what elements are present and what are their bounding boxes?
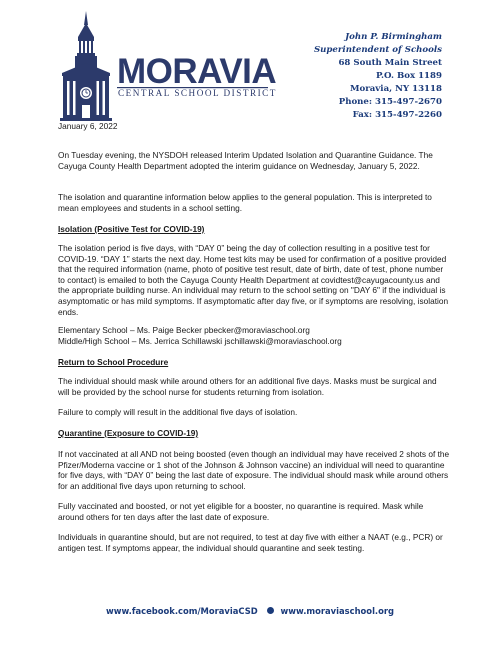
- nurse-elementary: Elementary School – Ms. Paige Becker pbecker@moraviaschool.org: [58, 325, 310, 335]
- intro-paragraph: On Tuesday evening, the NYSDOH released Interim Updated Isolation and Quarantine Guidance. The Cayuga County Health Department adopted the interim guidance on Wednesday, January 5, 2022.: [58, 150, 433, 171]
- return-heading: Return to School Procedure: [58, 357, 169, 367]
- quarantine-heading: Quarantine (Exposure to COVID-19): [58, 428, 199, 438]
- superintendent-name: John P. Birmingham: [345, 32, 442, 42]
- po-box: P.O. Box 1189: [375, 71, 442, 81]
- website-link[interactable]: www.moraviaschool.org: [280, 606, 394, 616]
- letter-date: January 6, 2022: [58, 121, 118, 131]
- applies-paragraph: The isolation and quarantine information below applies to the general population. This is interpreted to mean employees and students in a school setting.: [58, 192, 432, 213]
- facebook-link[interactable]: www.facebook.com/MoraviaCSD: [106, 606, 258, 616]
- street-address: 68 South Main Street: [338, 58, 442, 68]
- isolation-heading: Isolation (Positive Test for COVID-19): [58, 224, 205, 234]
- district-logo-subtitle: CENTRAL SCHOOL DISTRICT: [118, 88, 277, 98]
- fax-number: Fax: 315-497-2260: [352, 110, 442, 120]
- superintendent-title: Superintendent of Schools: [313, 45, 442, 55]
- isolation-paragraph: The isolation period is five days, with “DAY 0” being the day of collection resulting in a positive test for COVID-19. “DAY 1” starts the next day. Home test kits may be used for confirmation of a positive provided that the required information (name, photo of positive test result, date of birth, date of test, phone number to contact) is emailed to both the Cayuga County Health Department at covidtest@cayugacounty.us and the appropriate building nurse. An individual may return to the school setting on "DAY 6" if the individual is asymptomatic or has mild symptoms. If asymptomatic after day five, or if symptoms are resolving, isolation ends.: [58, 243, 449, 317]
- district-logo-wordmark: MORAVIA: [117, 52, 277, 91]
- bullet-separator-icon: [267, 607, 274, 614]
- return-paragraph: The individual should mask while around others for an additional five days. Masks must be surgical and will be provided by the school nurse for students returning from isolation.: [58, 376, 437, 397]
- nurse-middle-high: Middle/High School – Ms. Jerrica Schillawski jschillawski@moraviaschool.org: [58, 336, 342, 346]
- letterhead-contact: [314, 31, 442, 122]
- testing-paragraph: Individuals in quarantine should, but are not required, to test at day five with either a NAAT (e.g., PCR) or antigen test. If symptoms appear, the individual should quarantine and seek testing.: [58, 532, 443, 553]
- city-state-zip: Moravia, NY 13118: [349, 84, 442, 94]
- phone-number: Phone: 315-497-2670: [338, 97, 442, 107]
- quarantine-paragraph: If not vaccinated at all AND not being boosted (even though an individual may have received 2 shots of the Pfizer/Moderna vaccine or 1 shot of the Johnson & Johnson vaccine) an individual will need to quarantine for five days, with “DAY 0” being the last date of exposure. The individual should mask while around others for an additional five days upon returning to school.: [58, 449, 450, 491]
- boosted-paragraph: Fully vaccinated and boosted, or not yet eligible for a booster, no quarantine is required. Mask while around others for ten days after the last date of exposure.: [58, 501, 424, 522]
- failure-paragraph: Failure to comply will result in the additional five days of isolation.: [58, 407, 298, 417]
- footer-links: [0, 606, 500, 616]
